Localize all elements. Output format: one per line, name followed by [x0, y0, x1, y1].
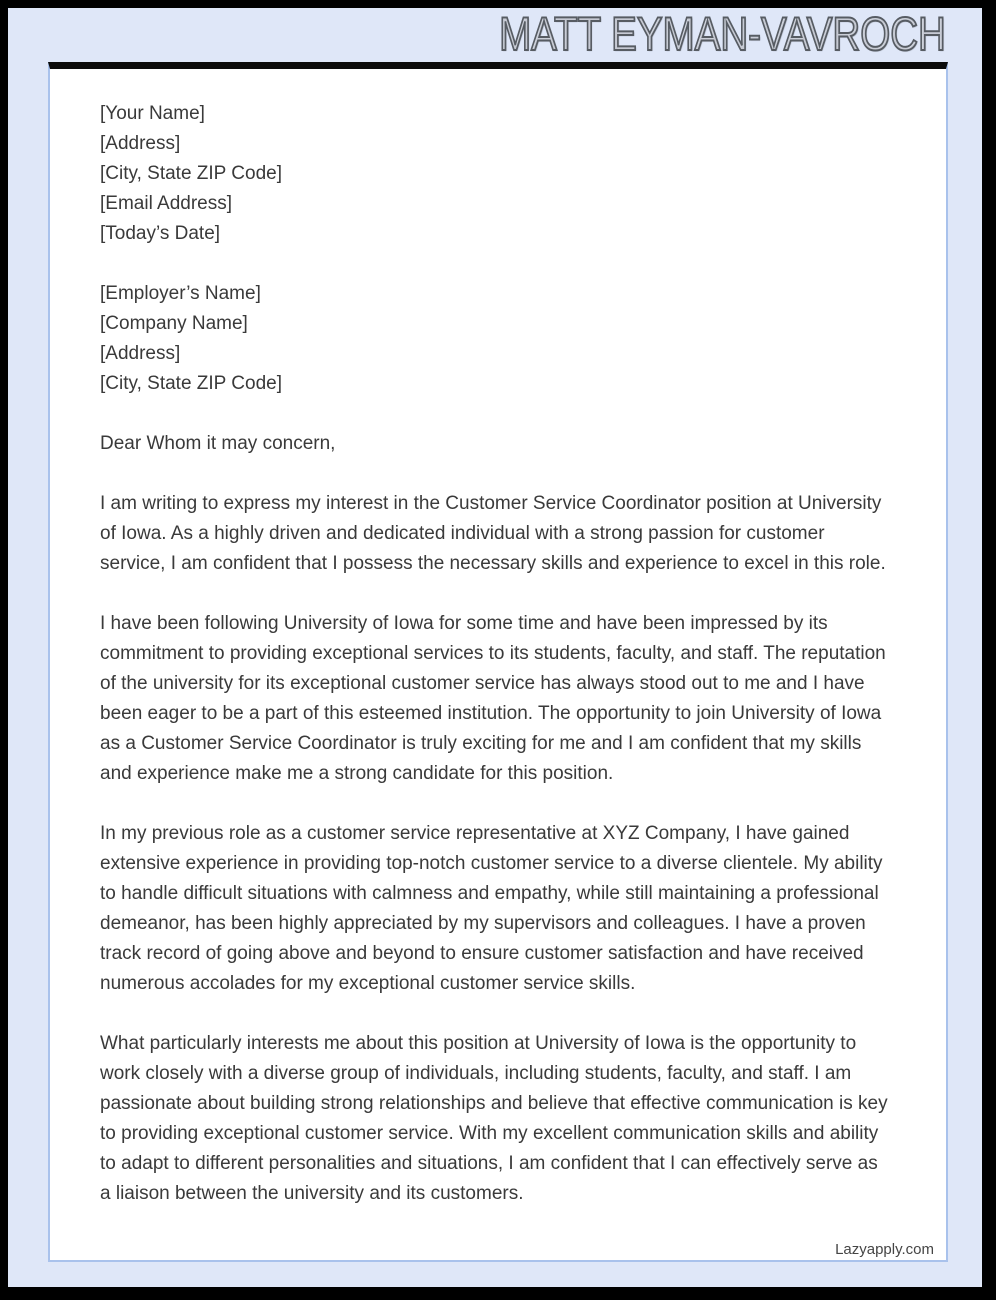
recipient-address-line: [Company Name] — [100, 313, 248, 334]
sender-address-line: [Email Address] — [100, 193, 232, 214]
brand-watermark: Lazyapply.com — [829, 1241, 934, 1259]
letter-paragraph: I am writing to express my interest in the Customer Service Coordinator position at University of Iowa. As a highly driven and dedicated individual with a strong passion for customer service, I am confident that I possess the necessary skills and experience to excel in this role. — [100, 493, 886, 574]
recipient-address-line: [City, State ZIP Code] — [100, 373, 282, 394]
page-canvas — [8, 8, 982, 1287]
sender-address-line: [City, State ZIP Code] — [100, 163, 282, 184]
sender-address-line: [Address] — [100, 133, 181, 154]
page-title: MATT EYMAN-VAVROCH — [499, 8, 946, 60]
recipient-address-line: [Employer’s Name] — [100, 283, 261, 304]
recipient-address-block — [100, 279, 892, 399]
sender-address-line: [Your Name] — [100, 103, 205, 124]
letter-body — [100, 489, 892, 1209]
recipient-address-line: [Address] — [100, 343, 181, 364]
salutation: Dear Whom it may concern, — [100, 433, 336, 454]
sender-address-block — [100, 99, 892, 249]
letter-paragraph: I have been following University of Iowa for some time and have been impressed by its commitment to providing exceptional services to its students, faculty, and staff. The reputation of the university for its exceptional customer service has always stood out to me and I have been eager to be a part of this esteemed institution. The opportunity to join University of Iowa as a Customer Service Coordinator is truly exciting for me and I am confident that my skills and experience make me a strong candidate for this position. — [100, 613, 886, 784]
sender-address-line: [Today’s Date] — [100, 223, 221, 244]
letter-paragraph: In my previous role as a customer service representative at XYZ Company, I have gained extensive experience in providing top-notch customer service to a diverse clientele. My ability to handle difficult situations with calmness and empathy, while still maintaining a professional demeanor, has been highly appreciated by my supervisors and colleagues. I have a proven track record of going above and beyond to ensure customer satisfaction and have received numerous accolades for my exceptional customer service skills. — [100, 823, 883, 994]
letter-paragraph: What particularly interests me about this position at University of Iowa is the opportunity to work closely with a diverse group of individuals, including students, faculty, and staff. I am passionate about building strong relationships and believe that effective communication is key to providing exceptional customer service. With my excellent communication skills and ability to adapt to different personalities and situations, I am confident that I can effectively serve as a liaison between the university and its customers. — [100, 1033, 888, 1204]
cover-letter-document — [48, 62, 948, 1262]
